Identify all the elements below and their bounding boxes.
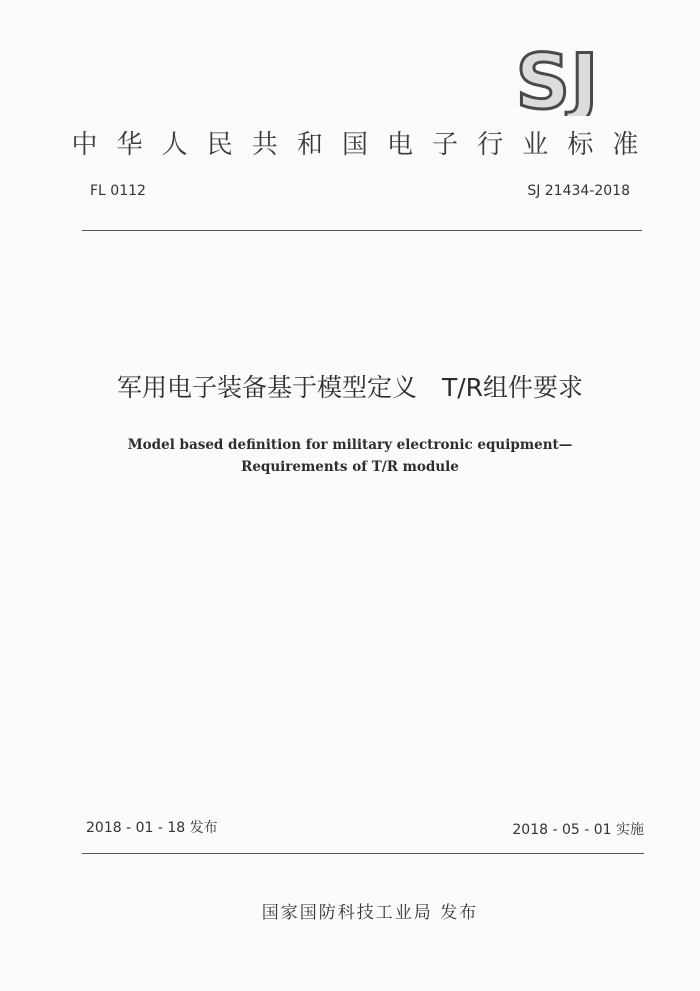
standard-title-char: 共 [251,130,278,160]
standard-title-char: 和 [296,130,323,160]
issue-date: 2018 - 01 - 18 发布 [86,820,218,836]
standard-title [70,124,640,161]
implementation-date: 2018 - 05 - 01 实施 [512,822,644,838]
english-title [60,434,640,478]
standard-title-char: 中 [71,130,98,160]
standard-title-char: 子 [432,130,459,160]
standard-title-char: 标 [567,130,594,160]
standard-title-char: 国 [341,130,368,160]
standard-title-char: 人 [161,130,188,160]
sj-logo [502,46,612,116]
bottom-divider [82,853,644,854]
standard-title-char: 行 [477,130,504,160]
sj-logo-text: SJ [515,46,599,116]
english-title-line-1: Model based definition for military electronic equipment— [127,437,573,453]
standard-title-char: 准 [612,130,639,160]
standard-title-char: 电 [387,130,414,160]
standard-title-char: 民 [206,130,233,160]
standard-number: SJ 21434-2018 [527,183,630,199]
issuing-authority: 国家国防科技工业局 发布 [261,903,479,923]
english-title-line-2: Requirements of T/R module [241,459,459,475]
classification-code: FL 0112 [90,183,146,199]
standard-title-char: 业 [522,130,549,160]
chinese-title: 军用电子装备基于模型定义 T/R组件要求 [116,373,584,402]
top-divider [82,230,642,231]
standard-title-char: 华 [116,130,143,160]
